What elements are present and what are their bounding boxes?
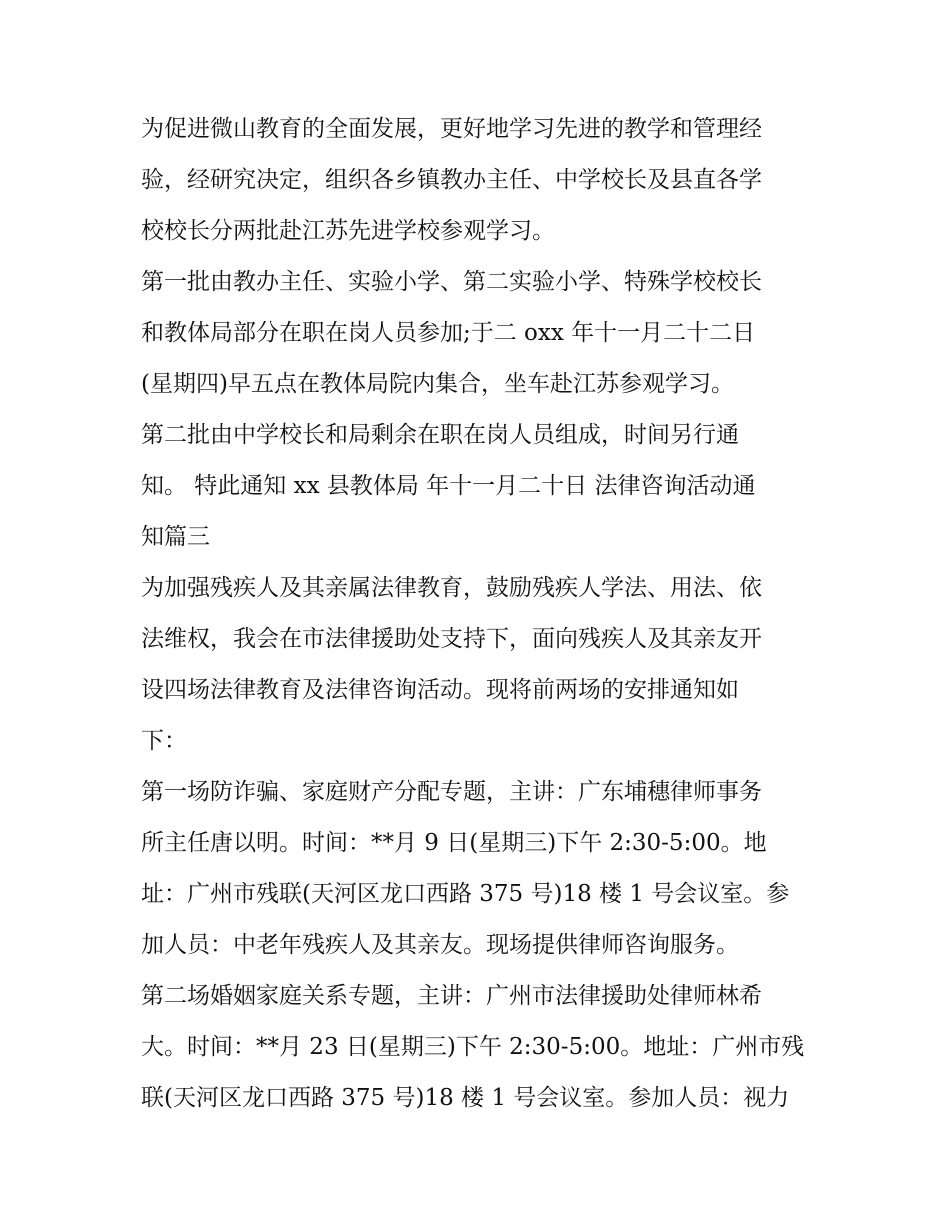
text-line: (星期四)早五点在教体局院内集合，坐车赴江苏参观学习。 [141, 371, 734, 397]
text-line: 知。 特此通知 xx 县教体局 年十一月二十日 法律咨询活动通 [141, 473, 756, 499]
text-line: 和教体局部分在职在岗人员参加;于二 oxx 年十一月二十二日 [141, 320, 756, 346]
text-line: 设四场法律教育及法律咨询活动。现将前两场的安排通知如 [141, 677, 739, 703]
text-line: 为加强残疾人及其亲属法律教育，鼓励残疾人学法、用法、依 [141, 575, 762, 601]
text-line: 校校长分两批赴江苏先进学校参观学习。 [141, 218, 555, 244]
text-line: 下： [141, 728, 187, 754]
text-line: 第一场防诈骗、家庭财产分配专题，主讲：广东埔穗律师事务 [141, 779, 762, 805]
text-line: 知篇三 [141, 524, 210, 550]
text-line: 为促进微山教育的全面发展，更好地学习先进的教学和管理经 [141, 116, 762, 142]
document-body [141, 104, 821, 1124]
text-line: 第二场婚姻家庭关系专题，主讲：广州市法律援助处律师林希 [141, 983, 762, 1009]
text-line: 大。时间：**月 23 日(星期三)下午 2:30-5:00。地址：广州市残 [141, 1034, 805, 1060]
text-line: 第一批由教办主任、实验小学、第二实验小学、特殊学校校长 [141, 269, 762, 295]
text-line: 第二批由中学校长和局剩余在职在岗人员组成，时间另行通 [141, 422, 739, 448]
text-line: 验，经研究决定，组织各乡镇教办主任、中学校长及县直各学 [141, 167, 762, 193]
text-line: 所主任唐以明。时间：**月 9 日(星期三)下午 2:30-5:00。地 [141, 830, 767, 856]
text-line: 法维权，我会在市法律援助处支持下，面向残疾人及其亲友开 [141, 626, 762, 652]
text-line: 址：广州市残联(天河区龙口西路 375 号)18 楼 1 号会议室。参 [141, 881, 790, 907]
text-line: 加人员：中老年残疾人及其亲友。现场提供律师咨询服务。 [141, 932, 739, 958]
text-line: 联(天河区龙口西路 375 号)18 楼 1 号会议室。参加人员：视力 [141, 1085, 790, 1111]
